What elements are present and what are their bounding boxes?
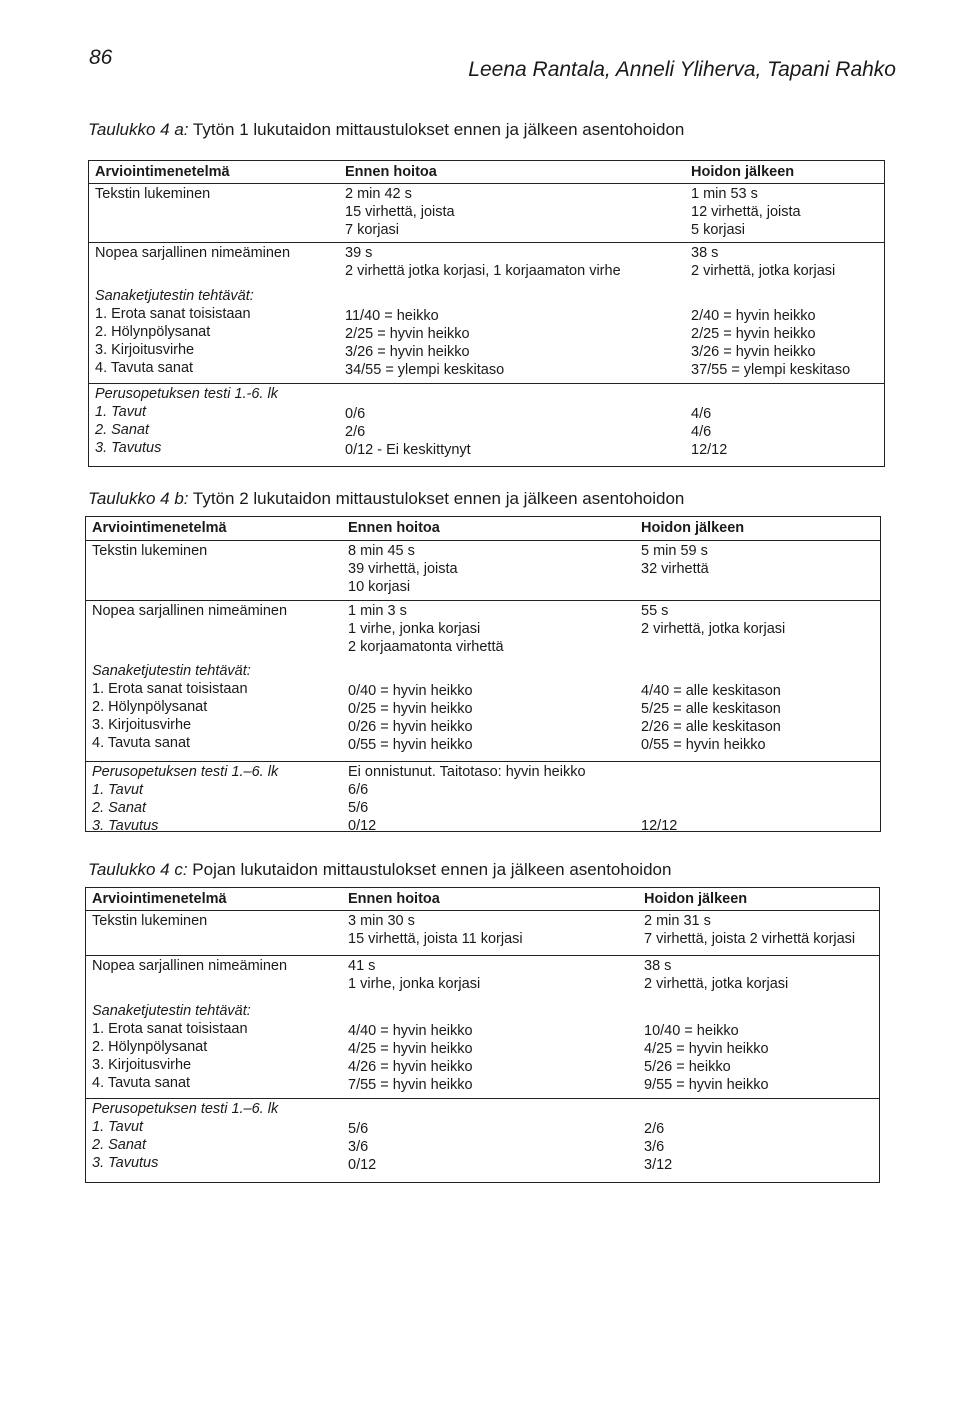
after-line: 12/12 — [641, 818, 678, 834]
before-line: 15 virhettä, joista — [345, 204, 455, 220]
table-caption-text: Tytön 1 lukutaidon mittaustulokset ennen ja jälkeen asentohoidon — [188, 120, 685, 139]
table-header-row — [86, 888, 879, 911]
method-line: 4. Tavuta sanat — [92, 735, 191, 751]
table-row — [86, 1098, 879, 1184]
before-line: Ei onnistunut. Taitotaso: hyvin heikko — [348, 764, 586, 780]
after-line: 2/6 — [644, 1121, 665, 1137]
table-caption-label: Taulukko 4 c: — [88, 860, 188, 879]
method-line: Sanaketjutestin tehtävät: — [92, 1003, 251, 1019]
table-row — [86, 955, 879, 1000]
method-line: Tekstin lukeminen — [92, 913, 208, 929]
before-line: 15 virhettä, joista 11 korjasi — [348, 931, 523, 947]
table-caption-label: Taulukko 4 b: — [88, 489, 189, 508]
method-line: Sanaketjutestin tehtävät: — [95, 288, 254, 304]
after-line: 5/25 = alle keskitason — [641, 701, 781, 717]
after-line: 3/12 — [644, 1157, 673, 1173]
method-line: Perusopetuksen testi 1.–6. lk — [92, 1101, 279, 1117]
before-line: 2 min 42 s — [345, 186, 412, 202]
column-header: Arviointimenetelmä — [92, 891, 227, 907]
after-line: 3/26 = hyvin heikko — [691, 344, 816, 360]
column-header: Ennen hoitoa — [345, 164, 437, 180]
method-line: 3. Tavutus — [95, 440, 162, 456]
before-line: 2 virhettä jotka korjasi, 1 korjaamaton virhe — [345, 263, 621, 279]
method-line: 2. Sanat — [92, 800, 147, 816]
method-line: 4. Tavuta sanat — [92, 1075, 191, 1091]
after-line: 2 min 31 s — [644, 913, 711, 929]
after-line: 2 virhettä, jotka korjasi — [691, 263, 836, 279]
table-row — [86, 540, 880, 601]
results-table — [85, 887, 880, 1183]
before-line: 1 virhe, jonka korjasi — [348, 621, 481, 637]
table-caption-text: Pojan lukutaidon mittaustulokset ennen ja jälkeen asentohoidon — [187, 860, 672, 879]
after-line: 2/26 = alle keskitason — [641, 719, 781, 735]
column-header: Ennen hoitoa — [348, 891, 440, 907]
method-line: 2. Hölynpölysanat — [92, 1039, 208, 1055]
after-line: 10/40 = heikko — [644, 1023, 739, 1039]
method-line: 2. Sanat — [92, 1137, 147, 1153]
table-row — [86, 761, 880, 833]
running-head: Leena Rantala, Anneli Yliherva, Tapani Rahko — [468, 58, 896, 81]
method-line: 2. Hölynpölysanat — [95, 324, 211, 340]
after-line: 1 min 53 s — [691, 186, 758, 202]
before-line: 1 virhe, jonka korjasi — [348, 976, 481, 992]
method-line: Sanaketjutestin tehtävät: — [92, 663, 251, 679]
before-line: 2/6 — [345, 424, 366, 440]
before-line: 2/25 = hyvin heikko — [345, 326, 470, 342]
before-line: 34/55 = ylempi keskitaso — [345, 362, 505, 378]
after-line: 2 virhettä, jotka korjasi — [644, 976, 789, 992]
after-line: 2 virhettä, jotka korjasi — [641, 621, 786, 637]
table-header-row — [89, 161, 884, 184]
after-line: 37/55 = ylempi keskitaso — [691, 362, 851, 378]
table-row — [86, 1000, 879, 1099]
after-line: 5 min 59 s — [641, 543, 708, 559]
after-line: 3/6 — [644, 1139, 665, 1155]
table-row — [86, 600, 880, 660]
table-caption-label: Taulukko 4 a: — [88, 120, 189, 139]
method-line: 1. Tavut — [92, 1119, 144, 1135]
results-table — [85, 516, 881, 832]
method-line: Nopea sarjallinen nimeäminen — [92, 958, 288, 974]
page-number: 86 — [89, 46, 113, 69]
before-line: 39 s — [345, 245, 373, 261]
table-caption — [88, 120, 684, 140]
method-line: 2. Sanat — [95, 422, 150, 438]
after-line: 0/55 = hyvin heikko — [641, 737, 766, 753]
before-line: 39 virhettä, joista — [348, 561, 458, 577]
table-row — [89, 242, 884, 285]
table-row — [86, 660, 880, 762]
column-header: Hoidon jälkeen — [641, 520, 745, 536]
after-line: 5 korjasi — [691, 222, 745, 238]
after-line: 2/40 = hyvin heikko — [691, 308, 816, 324]
before-line: 6/6 — [348, 782, 369, 798]
method-line: 1. Erota sanat toisistaan — [92, 681, 248, 697]
method-line: 3. Kirjoitusvirhe — [95, 342, 195, 358]
method-line: 1. Tavut — [92, 782, 144, 798]
method-line: Nopea sarjallinen nimeäminen — [92, 603, 288, 619]
before-line: 0/25 = hyvin heikko — [348, 701, 473, 717]
method-line: 3. Tavutus — [92, 818, 159, 834]
before-line: 0/26 = hyvin heikko — [348, 719, 473, 735]
before-line: 0/40 = hyvin heikko — [348, 683, 473, 699]
method-line: 1. Erota sanat toisistaan — [92, 1021, 248, 1037]
before-line: 0/12 - Ei keskittynyt — [345, 442, 471, 458]
table-caption — [88, 489, 684, 509]
after-line: 12 virhettä, joista — [691, 204, 801, 220]
table-row — [89, 383, 884, 468]
column-header: Arviointimenetelmä — [92, 520, 227, 536]
after-line: 4/6 — [691, 406, 712, 422]
column-header: Ennen hoitoa — [348, 520, 440, 536]
before-line: 5/6 — [348, 800, 369, 816]
before-line: 7/55 = hyvin heikko — [348, 1077, 473, 1093]
method-line: Nopea sarjallinen nimeäminen — [95, 245, 291, 261]
before-line: 7 korjasi — [345, 222, 399, 238]
after-line: 4/6 — [691, 424, 712, 440]
after-line: 12/12 — [691, 442, 728, 458]
method-line: Perusopetuksen testi 1.-6. lk — [95, 386, 278, 402]
table-row — [89, 285, 884, 384]
before-line: 1 min 3 s — [348, 603, 407, 619]
after-line: 38 s — [691, 245, 719, 261]
before-line: 3/6 — [348, 1139, 369, 1155]
after-line: 9/55 = hyvin heikko — [644, 1077, 769, 1093]
after-line: 5/26 = heikko — [644, 1059, 731, 1075]
after-line: 4/25 = hyvin heikko — [644, 1041, 769, 1057]
table-header-row — [86, 517, 880, 541]
table-row — [89, 183, 884, 243]
method-line: 3. Kirjoitusvirhe — [92, 717, 192, 733]
before-line: 4/26 = hyvin heikko — [348, 1059, 473, 1075]
before-line: 0/55 = hyvin heikko — [348, 737, 473, 753]
method-line: Perusopetuksen testi 1.–6. lk — [92, 764, 279, 780]
method-line: 3. Tavutus — [92, 1155, 159, 1171]
method-line: 4. Tavuta sanat — [95, 360, 194, 376]
column-header: Hoidon jälkeen — [644, 891, 748, 907]
after-line: 7 virhettä, joista 2 virhettä korjasi — [644, 931, 856, 947]
after-line: 2/25 = hyvin heikko — [691, 326, 816, 342]
before-line: 41 s — [348, 958, 376, 974]
results-table — [88, 160, 885, 467]
column-header: Hoidon jälkeen — [691, 164, 795, 180]
before-line: 0/12 — [348, 818, 377, 834]
method-line: 3. Kirjoitusvirhe — [92, 1057, 192, 1073]
before-line: 0/6 — [345, 406, 366, 422]
before-line: 8 min 45 s — [348, 543, 415, 559]
method-line: Tekstin lukeminen — [95, 186, 211, 202]
method-line: 2. Hölynpölysanat — [92, 699, 208, 715]
table-caption-text: Tytön 2 lukutaidon mittaustulokset ennen ja jälkeen asentohoidon — [188, 489, 685, 508]
before-line: 0/12 — [348, 1157, 377, 1173]
after-line: 4/40 = alle keskitason — [641, 683, 781, 699]
before-line: 3/26 = hyvin heikko — [345, 344, 470, 360]
before-line: 2 korjaamatonta virhettä — [348, 639, 504, 655]
table-row — [86, 910, 879, 956]
method-line: 1. Tavut — [95, 404, 147, 420]
table-caption — [88, 860, 671, 880]
column-header: Arviointimenetelmä — [95, 164, 230, 180]
after-line: 55 s — [641, 603, 669, 619]
before-line: 11/40 = heikko — [345, 308, 439, 324]
method-line: 1. Erota sanat toisistaan — [95, 306, 251, 322]
before-line: 5/6 — [348, 1121, 369, 1137]
after-line: 38 s — [644, 958, 672, 974]
method-line: Tekstin lukeminen — [92, 543, 208, 559]
before-line: 4/40 = hyvin heikko — [348, 1023, 473, 1039]
before-line: 3 min 30 s — [348, 913, 415, 929]
before-line: 4/25 = hyvin heikko — [348, 1041, 473, 1057]
before-line: 10 korjasi — [348, 579, 411, 595]
after-line: 32 virhettä — [641, 561, 709, 577]
